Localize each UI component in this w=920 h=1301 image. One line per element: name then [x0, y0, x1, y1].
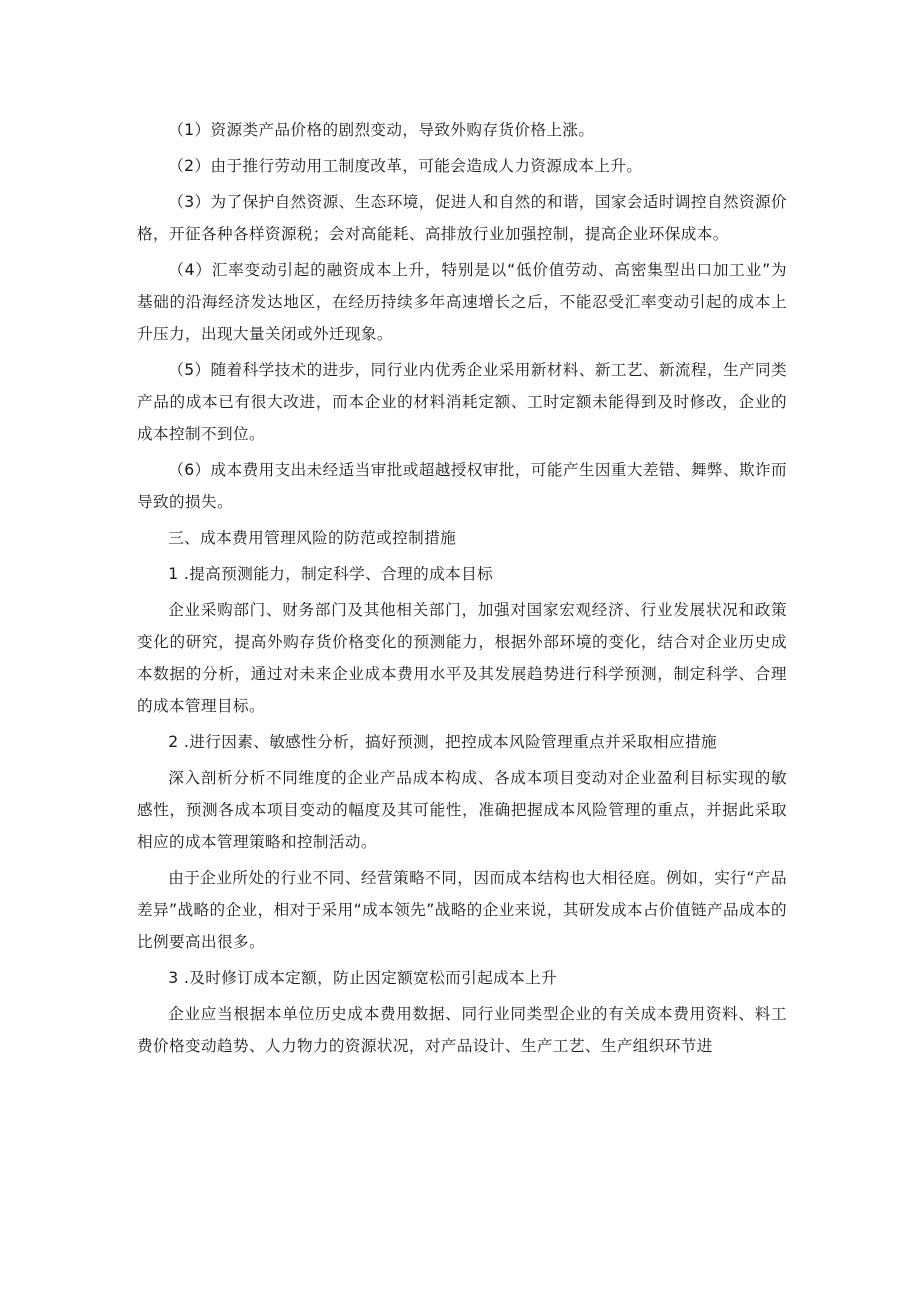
- paragraph-item-5: （5）随着科学技术的进步，同行业内优秀企业采用新材料、新工艺、新流程，生产同类产品的成本已有很大改进，而本企业的材料消耗定额、工时定额未能得到及时修改，企业的成本控制不到位。: [137, 361, 787, 443]
- subheading-1: 1 .提高预测能力，制定科学、合理的成本目标: [168, 565, 494, 583]
- document-body: [137, 114, 787, 1066]
- paragraph-item-1: （1）资源类产品价格的剧烈变动，导致外购存货价格上涨。: [168, 121, 595, 139]
- paragraph-item-2: （2）由于推行劳动用工制度改革，可能会造成人力资源成本上升。: [168, 157, 643, 175]
- paragraph-measure-1: 企业采购部门、财务部门及其他相关部门，加强对国家宏观经济、行业发展状况和政策变化的研究，提高外购存货价格变化的预测能力，根据外部环境的变化，结合对企业历史成本数据的分析，通过对未来企业成本费用水平及其发展趋势进行科学预测，制定科学、合理的成本管理目标。: [137, 601, 787, 715]
- paragraph-item-6: （6）成本费用支出未经适当审批或超越授权审批，可能产生因重大差错、舞弊、欺诈而导致的损失。: [137, 461, 787, 511]
- subheading-2: 2 .进行因素、敏感性分析，搞好预测，把控成本风险管理重点并采取相应措施: [168, 733, 718, 751]
- section-heading: 三、成本费用管理风险的防范或控制措施: [168, 529, 457, 547]
- paragraph-item-3: （3）为了保护自然资源、生态环境，促进人和自然的和谐，国家会适时调控自然资源价格，开征各种各样资源税；会对高能耗、高排放行业加强控制，提高企业环保成本。: [137, 193, 787, 243]
- paragraph-measure-2b: 由于企业所处的行业不同、经营策略不同，因而成本结构也大相径庭。例如，实行“产品差异”战略的企业，相对于采用“成本领先”战略的企业来说，其研发成本占价值链产品成本的比例要高出很多。: [137, 869, 787, 951]
- subheading-3: 3 .及时修订成本定额，防止因定额宽松而引起成本上升: [168, 969, 558, 987]
- paragraph-item-4: （4）汇率变动引起的融资成本上升，特别是以“低价值劳动、高密集型出口加工业”为基础的沿海经济发达地区，在经历持续多年高速增长之后，不能忍受汇率变动引起的成本上升压力，出现大量关闭或外迁现象。: [137, 261, 787, 343]
- paragraph-measure-3: 企业应当根据本单位历史成本费用数据、同行业同类型企业的有关成本费用资料、料工费价格变动趋势、人力物力的资源状况，对产品设计、生产工艺、生产组织环节进: [137, 1005, 787, 1055]
- paragraph-measure-2a: 深入剖析分析不同维度的企业产品成本构成、各成本项目变动对企业盈利目标实现的敏感性，预测各成本项目变动的幅度及其可能性，准确把握成本风险管理的重点，并据此采取相应的成本管理策略和控制活动。: [137, 769, 787, 851]
